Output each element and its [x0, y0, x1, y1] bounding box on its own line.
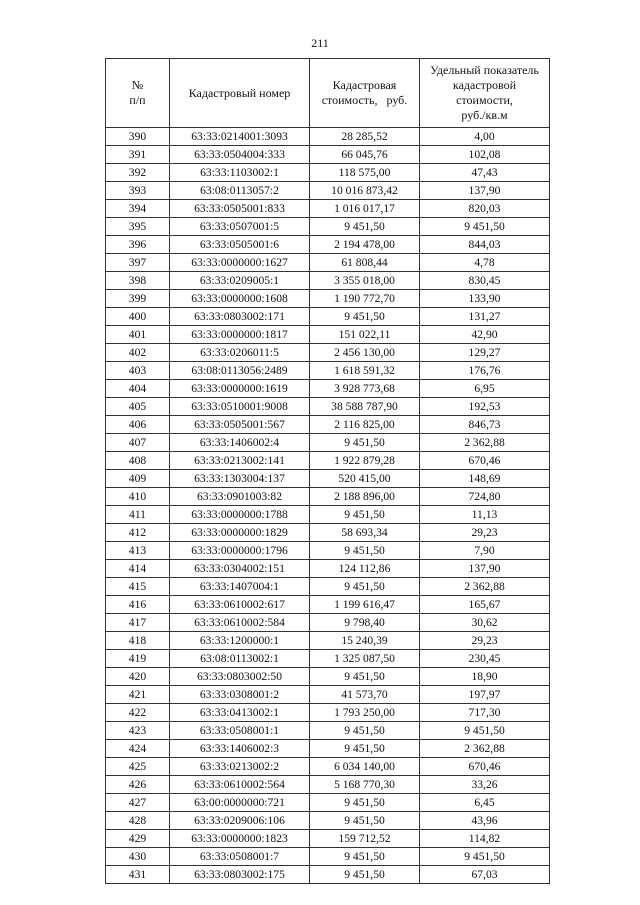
specific-indicator-cell: 114,82 [420, 830, 550, 848]
table-header [106, 59, 550, 128]
cadastral-number-cell: 63:33:1406002:4 [170, 434, 310, 452]
row-number-cell: 431 [106, 866, 170, 884]
cadastral-cost-cell: 1 922 879,28 [310, 452, 420, 470]
cadastral-cost-cell: 58 693,34 [310, 524, 420, 542]
row-number-cell: 425 [106, 758, 170, 776]
row-number-cell: 407 [106, 434, 170, 452]
specific-indicator-cell: 6,45 [420, 794, 550, 812]
cadastral-number-cell: 63:33:0803002:50 [170, 668, 310, 686]
row-number-cell: 401 [106, 326, 170, 344]
row-number-cell: 395 [106, 218, 170, 236]
cadastral-number-cell: 63:33:0000000:1608 [170, 290, 310, 308]
specific-indicator-cell: 29,23 [420, 632, 550, 650]
table-row [106, 740, 550, 758]
cadastral-number-cell: 63:33:0505001:567 [170, 416, 310, 434]
specific-indicator-cell: 67,03 [420, 866, 550, 884]
row-number-cell: 423 [106, 722, 170, 740]
cadastral-cost-cell: 61 808,44 [310, 254, 420, 272]
row-number-cell: 392 [106, 164, 170, 182]
row-number-cell: 412 [106, 524, 170, 542]
cadastral-number-cell: 63:33:1200000:1 [170, 632, 310, 650]
header-cadastral-number [170, 59, 310, 128]
row-number-cell: 394 [106, 200, 170, 218]
specific-indicator-cell: 42,90 [420, 326, 550, 344]
cadastral-number-cell: 63:33:0000000:1829 [170, 524, 310, 542]
specific-indicator-cell: 830,45 [420, 272, 550, 290]
row-number-cell: 427 [106, 794, 170, 812]
header-row [106, 59, 550, 128]
table-row [106, 164, 550, 182]
table-row [106, 236, 550, 254]
row-number-cell: 390 [106, 128, 170, 146]
cadastral-cost-cell: 9 451,50 [310, 434, 420, 452]
cadastral-cost-cell: 520 415,00 [310, 470, 420, 488]
row-number-cell: 419 [106, 650, 170, 668]
table-row [106, 398, 550, 416]
cadastral-number-cell: 63:33:0000000:1823 [170, 830, 310, 848]
cadastral-cost-cell: 9 451,50 [310, 506, 420, 524]
row-number-cell: 406 [106, 416, 170, 434]
cadastral-number-cell: 63:00:0000000:721 [170, 794, 310, 812]
table-row [106, 182, 550, 200]
table-row [106, 704, 550, 722]
header-cadastral-cost-line1: Кадастровая [332, 78, 397, 92]
cadastral-cost-cell: 1 325 087,50 [310, 650, 420, 668]
cadastral-cost-cell: 151 022,11 [310, 326, 420, 344]
cadastral-cost-cell: 2 188 896,00 [310, 488, 420, 506]
table-row [106, 524, 550, 542]
cadastral-number-cell: 63:33:1103002:1 [170, 164, 310, 182]
table-row [106, 128, 550, 146]
row-number-cell: 418 [106, 632, 170, 650]
table-body [106, 128, 550, 884]
cadastral-cost-cell: 9 451,50 [310, 812, 420, 830]
table-row [106, 650, 550, 668]
row-number-cell: 396 [106, 236, 170, 254]
table-row [106, 758, 550, 776]
specific-indicator-cell: 4,78 [420, 254, 550, 272]
header-cadastral-cost-line2: стоимость, руб. [321, 93, 408, 107]
cadastral-table [105, 58, 550, 884]
cadastral-cost-cell: 28 285,52 [310, 128, 420, 146]
table-row [106, 866, 550, 884]
header-num-line2: п/п [129, 93, 146, 107]
row-number-cell: 391 [106, 146, 170, 164]
cadastral-number-cell: 63:33:0507001:5 [170, 218, 310, 236]
specific-indicator-cell: 133,90 [420, 290, 550, 308]
specific-indicator-cell: 820,03 [420, 200, 550, 218]
cadastral-number-cell: 63:33:0209005:1 [170, 272, 310, 290]
table-row [106, 794, 550, 812]
table-row [106, 380, 550, 398]
cadastral-cost-cell: 1 199 616,47 [310, 596, 420, 614]
cadastral-number-cell: 63:33:0803002:175 [170, 866, 310, 884]
cadastral-cost-cell: 2 116 825,00 [310, 416, 420, 434]
specific-indicator-cell: 230,45 [420, 650, 550, 668]
table-row [106, 326, 550, 344]
cadastral-cost-cell: 9 451,50 [310, 218, 420, 236]
table-row [106, 506, 550, 524]
cadastral-number-cell: 63:33:0304002:151 [170, 560, 310, 578]
cadastral-cost-cell: 9 451,50 [310, 740, 420, 758]
header-specific-line2: кадастровой [452, 78, 517, 92]
row-number-cell: 397 [106, 254, 170, 272]
specific-indicator-cell: 670,46 [420, 758, 550, 776]
cadastral-number-cell: 63:33:1406002:3 [170, 740, 310, 758]
table-row [106, 632, 550, 650]
specific-indicator-cell: 11,13 [420, 506, 550, 524]
table-row [106, 452, 550, 470]
header-specific-line3: стоимости, [456, 93, 513, 107]
cadastral-number-cell: 63:33:0505001:833 [170, 200, 310, 218]
cadastral-number-cell: 63:33:0505001:6 [170, 236, 310, 254]
specific-indicator-cell: 165,67 [420, 596, 550, 614]
cadastral-cost-cell: 38 588 787,90 [310, 398, 420, 416]
specific-indicator-cell: 717,30 [420, 704, 550, 722]
table-row [106, 434, 550, 452]
cadastral-number-cell: 63:33:0413002:1 [170, 704, 310, 722]
row-number-cell: 421 [106, 686, 170, 704]
cadastral-number-cell: 63:33:0213002:2 [170, 758, 310, 776]
table-row [106, 848, 550, 866]
cadastral-cost-cell: 9 451,50 [310, 668, 420, 686]
cadastral-number-cell: 63:33:0000000:1619 [170, 380, 310, 398]
row-number-cell: 426 [106, 776, 170, 794]
cadastral-cost-cell: 6 034 140,00 [310, 758, 420, 776]
specific-indicator-cell: 9 451,50 [420, 722, 550, 740]
table-row [106, 200, 550, 218]
cadastral-number-cell: 63:08:0113056:2489 [170, 362, 310, 380]
row-number-cell: 417 [106, 614, 170, 632]
table-row [106, 776, 550, 794]
cadastral-number-cell: 63:33:0610002:584 [170, 614, 310, 632]
header-cadastral-cost [310, 59, 420, 128]
page-number: 211 [311, 36, 329, 50]
table-row [106, 290, 550, 308]
table-row [106, 362, 550, 380]
cadastral-cost-cell: 9 451,50 [310, 866, 420, 884]
cadastral-cost-cell: 9 451,50 [310, 722, 420, 740]
cadastral-number-cell: 63:33:0508001:7 [170, 848, 310, 866]
row-number-cell: 428 [106, 812, 170, 830]
cadastral-number-cell: 63:33:1303004:137 [170, 470, 310, 488]
specific-indicator-cell: 2 362,88 [420, 578, 550, 596]
cadastral-cost-cell: 1 793 250,00 [310, 704, 420, 722]
cadastral-number-cell: 63:33:0504004:333 [170, 146, 310, 164]
cadastral-cost-cell: 9 451,50 [310, 542, 420, 560]
row-number-cell: 424 [106, 740, 170, 758]
cadastral-number-cell: 63:33:0000000:1817 [170, 326, 310, 344]
cadastral-cost-cell: 15 240,39 [310, 632, 420, 650]
specific-indicator-cell: 844,03 [420, 236, 550, 254]
table-row [106, 344, 550, 362]
table-row [106, 416, 550, 434]
specific-indicator-cell: 29,23 [420, 524, 550, 542]
table-row [106, 560, 550, 578]
table-row [106, 686, 550, 704]
table-row [106, 254, 550, 272]
header-cadastral-number-text: Кадастровый номер [188, 85, 291, 100]
cadastral-number-cell: 63:33:0214001:3093 [170, 128, 310, 146]
row-number-cell: 415 [106, 578, 170, 596]
row-number-cell: 430 [106, 848, 170, 866]
cadastral-cost-cell: 66 045,76 [310, 146, 420, 164]
specific-indicator-cell: 176,76 [420, 362, 550, 380]
specific-indicator-cell: 2 362,88 [420, 434, 550, 452]
cadastral-number-cell: 63:33:1407004:1 [170, 578, 310, 596]
table-row [106, 272, 550, 290]
cadastral-cost-cell: 1 618 591,32 [310, 362, 420, 380]
cadastral-number-cell: 63:33:0213002:141 [170, 452, 310, 470]
table-row [106, 812, 550, 830]
cadastral-number-cell: 63:33:0610002:564 [170, 776, 310, 794]
table-row [106, 668, 550, 686]
cadastral-cost-cell: 1 190 772,70 [310, 290, 420, 308]
row-number-cell: 404 [106, 380, 170, 398]
cadastral-cost-cell: 9 451,50 [310, 848, 420, 866]
row-number-cell: 410 [106, 488, 170, 506]
cadastral-number-cell: 63:33:0510001:9008 [170, 398, 310, 416]
table-row [106, 614, 550, 632]
header-num-line1: № [131, 78, 144, 92]
row-number-cell: 408 [106, 452, 170, 470]
specific-indicator-cell: 129,27 [420, 344, 550, 362]
table-row [106, 470, 550, 488]
row-number-cell: 416 [106, 596, 170, 614]
specific-indicator-cell: 47,43 [420, 164, 550, 182]
specific-indicator-cell: 137,90 [420, 560, 550, 578]
cadastral-cost-cell: 9 798,40 [310, 614, 420, 632]
table-row [106, 146, 550, 164]
cadastral-cost-cell: 159 712,52 [310, 830, 420, 848]
cadastral-cost-cell: 9 451,50 [310, 578, 420, 596]
cadastral-number-cell: 63:33:0508001:1 [170, 722, 310, 740]
cadastral-number-cell: 63:33:0610002:617 [170, 596, 310, 614]
cadastral-number-cell: 63:33:0000000:1788 [170, 506, 310, 524]
row-number-cell: 403 [106, 362, 170, 380]
cadastral-number-cell: 63:33:0000000:1627 [170, 254, 310, 272]
cadastral-number-cell: 63:33:0803002:171 [170, 308, 310, 326]
specific-indicator-cell: 197,97 [420, 686, 550, 704]
table-row [106, 830, 550, 848]
cadastral-number-cell: 63:33:0308001:2 [170, 686, 310, 704]
specific-indicator-cell: 6,95 [420, 380, 550, 398]
cadastral-number-cell: 63:33:0000000:1796 [170, 542, 310, 560]
table-row [106, 578, 550, 596]
header-specific-indicator [420, 59, 550, 128]
cadastral-cost-cell: 10 016 873,42 [310, 182, 420, 200]
specific-indicator-cell: 724,80 [420, 488, 550, 506]
row-number-cell: 399 [106, 290, 170, 308]
row-number-cell: 414 [106, 560, 170, 578]
cadastral-cost-cell: 124 112,86 [310, 560, 420, 578]
cadastral-cost-cell: 5 168 770,30 [310, 776, 420, 794]
specific-indicator-cell: 137,90 [420, 182, 550, 200]
table-row [106, 308, 550, 326]
cadastral-cost-cell: 9 451,50 [310, 794, 420, 812]
specific-indicator-cell: 7,90 [420, 542, 550, 560]
specific-indicator-cell: 33,26 [420, 776, 550, 794]
table-row [106, 722, 550, 740]
table-row [106, 542, 550, 560]
specific-indicator-cell: 131,27 [420, 308, 550, 326]
row-number-cell: 411 [106, 506, 170, 524]
row-number-cell: 429 [106, 830, 170, 848]
specific-indicator-cell: 102,08 [420, 146, 550, 164]
table-row [106, 488, 550, 506]
specific-indicator-cell: 9 451,50 [420, 218, 550, 236]
row-number-cell: 420 [106, 668, 170, 686]
cadastral-cost-cell: 3 355 018,00 [310, 272, 420, 290]
cadastral-cost-cell: 2 194 478,00 [310, 236, 420, 254]
header-specific-line1: Удельный показатель [430, 63, 539, 77]
specific-indicator-cell: 192,53 [420, 398, 550, 416]
row-number-cell: 413 [106, 542, 170, 560]
specific-indicator-cell: 30,62 [420, 614, 550, 632]
specific-indicator-cell: 4,00 [420, 128, 550, 146]
cadastral-number-cell: 63:33:0901003:82 [170, 488, 310, 506]
row-number-cell: 422 [106, 704, 170, 722]
specific-indicator-cell: 148,69 [420, 470, 550, 488]
cadastral-cost-cell: 9 451,50 [310, 308, 420, 326]
row-number-cell: 405 [106, 398, 170, 416]
header-num [106, 59, 170, 128]
cadastral-number-cell: 63:33:0209006:106 [170, 812, 310, 830]
header-specific-line4: руб./кв.м [461, 108, 508, 122]
cadastral-cost-cell: 3 928 773,68 [310, 380, 420, 398]
row-number-cell: 393 [106, 182, 170, 200]
table-row [106, 596, 550, 614]
table-row [106, 218, 550, 236]
specific-indicator-cell: 846,73 [420, 416, 550, 434]
row-number-cell: 402 [106, 344, 170, 362]
specific-indicator-cell: 43,96 [420, 812, 550, 830]
cadastral-cost-cell: 118 575,00 [310, 164, 420, 182]
specific-indicator-cell: 18,90 [420, 668, 550, 686]
row-number-cell: 398 [106, 272, 170, 290]
row-number-cell: 409 [106, 470, 170, 488]
row-number-cell: 400 [106, 308, 170, 326]
specific-indicator-cell: 670,46 [420, 452, 550, 470]
cadastral-cost-cell: 1 016 017,17 [310, 200, 420, 218]
cadastral-cost-cell: 41 573,70 [310, 686, 420, 704]
specific-indicator-cell: 2 362,88 [420, 740, 550, 758]
cadastral-number-cell: 63:08:0113002:1 [170, 650, 310, 668]
specific-indicator-cell: 9 451,50 [420, 848, 550, 866]
cadastral-number-cell: 63:08:0113057:2 [170, 182, 310, 200]
cadastral-number-cell: 63:33:0206011:5 [170, 344, 310, 362]
cadastral-cost-cell: 2 456 130,00 [310, 344, 420, 362]
